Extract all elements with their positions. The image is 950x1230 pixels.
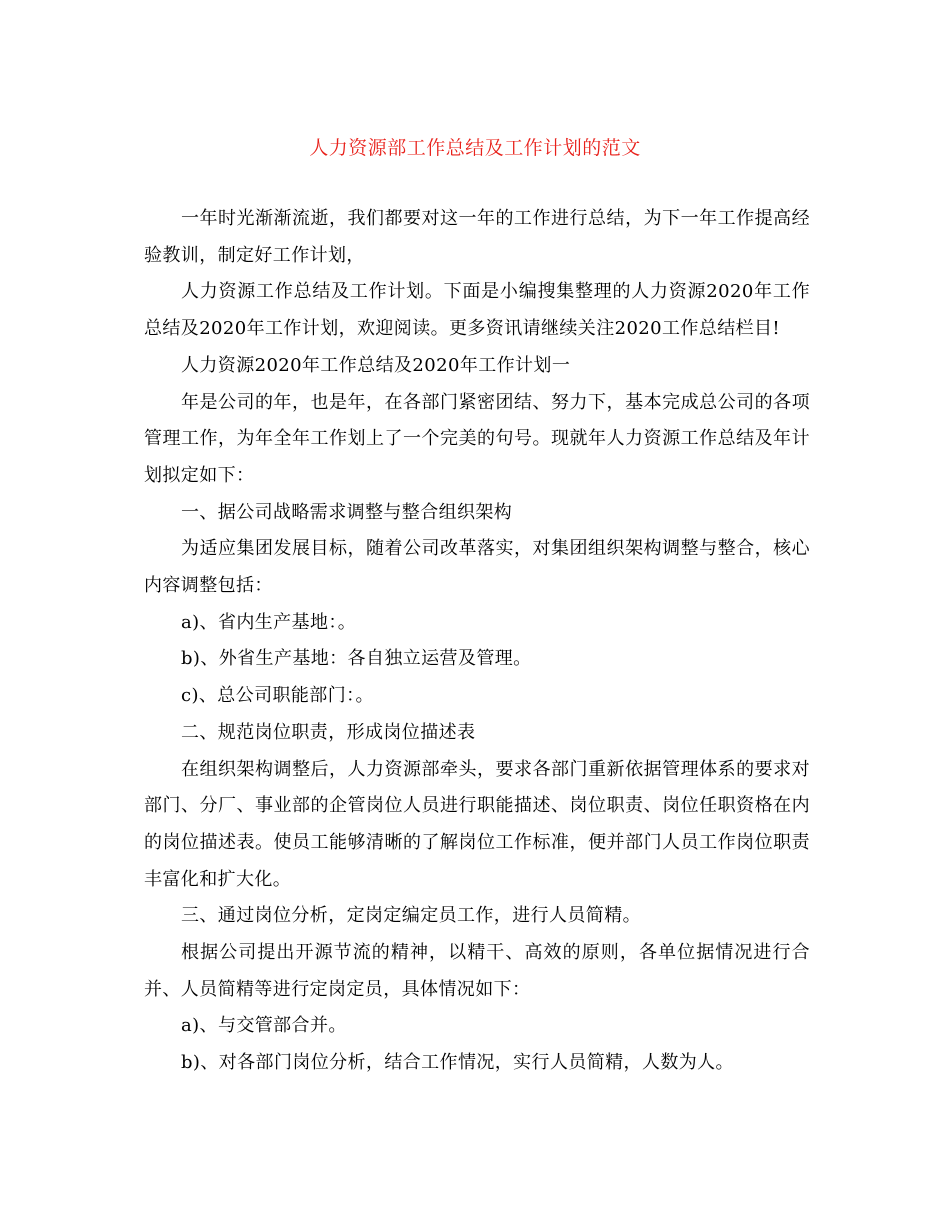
section-heading: 人力资源2020年工作总结及2020年工作计划一 (181, 354, 571, 376)
paragraph: 在组织架构调整后，人力资源部牵头，要求各部门重新依据管理体系的要求对部门、分厂、事业部的企管岗位人员进行职能描述、岗位职责、岗位任职资格在内的岗位描述表。使员工能够清晰的了解岗位工作标准，便并部门人员工作岗位职责丰富化和扩大化。 (144, 758, 810, 890)
list-item: a)、省内生产基地：。 (181, 611, 357, 633)
paragraph: 年是公司的年，也是年，在各部门紧密团结、努力下，基本完成总公司的各项管理工作，为年全年工作划上了一个完美的句号。现就年人力资源工作总结及年计划拟定如下： (144, 391, 810, 486)
section-heading: 三、通过岗位分析，定岗定编定员工作，进行人员简精。 (181, 905, 641, 927)
document-body (144, 201, 810, 1082)
section-heading: 一、据公司战略需求调整与整合组织架构 (181, 501, 513, 523)
list-item: b)、外省生产基地：各自独立运营及管理。 (181, 648, 532, 670)
paragraph: 一年时光渐渐流逝，我们都要对这一年的工作进行总结，为下一年工作提高经验教训，制定好工作计划， (144, 208, 810, 266)
list-item: b)、对各部门岗位分析，结合工作情况，实行人员简精，人数为人。 (181, 1052, 734, 1074)
list-item: a)、与交管部合并。 (181, 1015, 347, 1037)
paragraph: 为适应集团发展目标，随着公司改革落实，对集团组织架构调整与整合，核心内容调整包括： (144, 538, 810, 597)
document-title: 人力资源部工作总结及工作计划的范文 (309, 137, 641, 159)
section-heading: 二、规范岗位职责，形成岗位描述表 (181, 721, 476, 743)
paragraph: 根据公司提出开源节流的精神，以精干、高效的原则，各单位据情况进行合并、人员简精等进行定岗定员，具体情况如下： (144, 942, 810, 1000)
paragraph: 人力资源工作总结及工作计划。下面是小编搜集整理的人力资源2020年工作总结及2020年工作计划，欢迎阅读。更多资讯请继续关注2020工作总结栏目! (144, 281, 810, 340)
list-item: c)、总公司职能部门：。 (181, 685, 374, 707)
